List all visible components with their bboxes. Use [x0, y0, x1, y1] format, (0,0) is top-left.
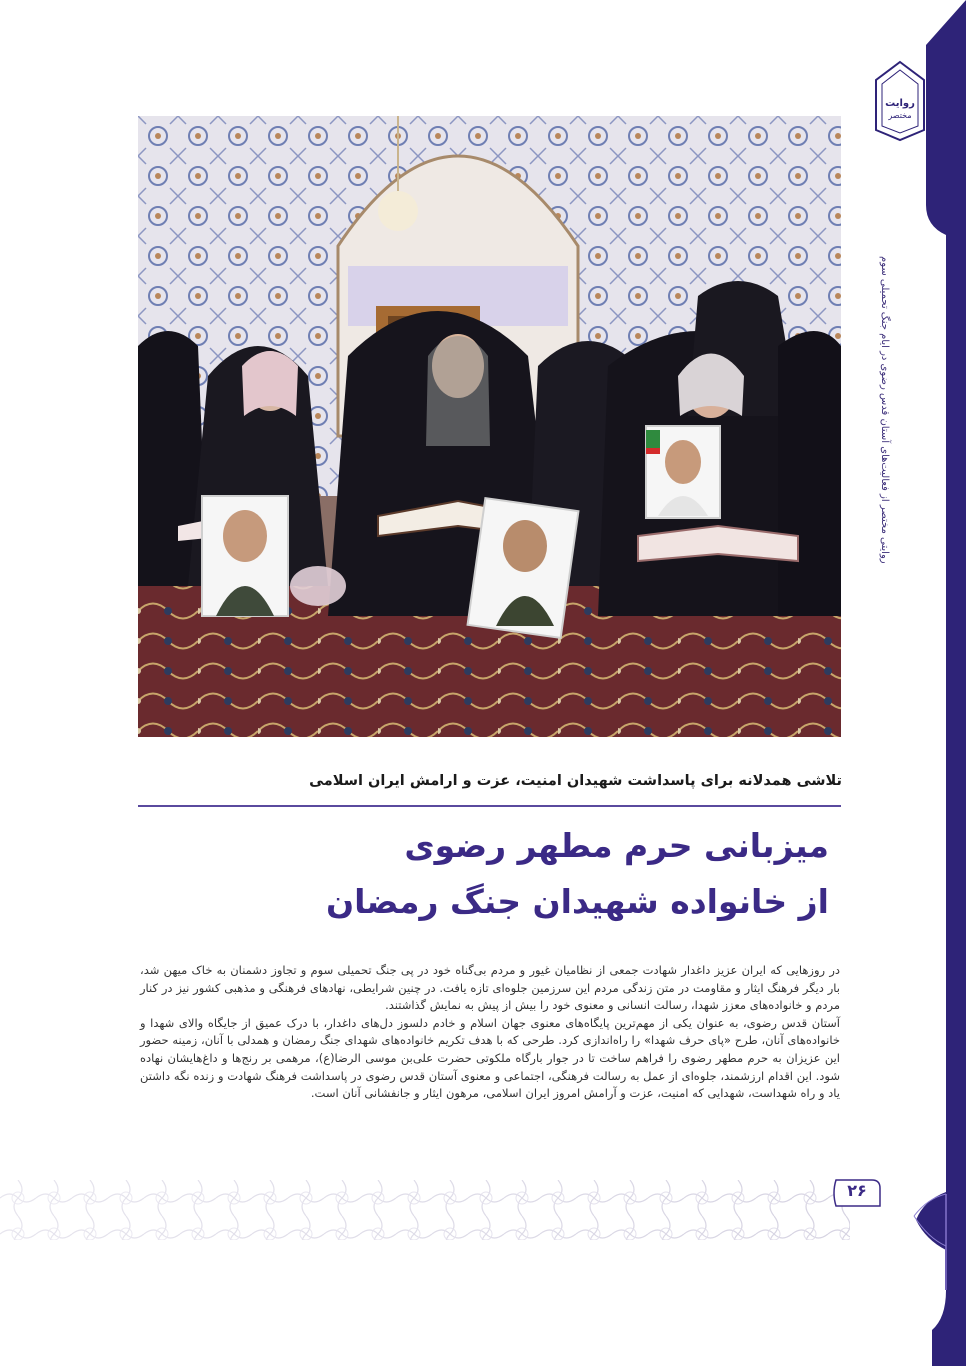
publication-logo — [872, 60, 928, 142]
svg-text:روایت: روایت — [885, 98, 915, 109]
article-kicker: تلاشی همدلانه برای پاسداشت شهیدان امنیت، عزت و آرامش ایران اسلامی — [309, 773, 842, 789]
divider-rule — [138, 805, 841, 807]
page-number: ۲۶ — [847, 1181, 867, 1200]
title-line-1: میزبانی حرم مطهر رضوی — [404, 826, 829, 865]
article-title — [138, 818, 829, 930]
svg-text:مختصر: مختصر — [888, 111, 912, 120]
body-paragraph: آستان قدس رضوی، به عنوان یکی از مهم‌ترین پایگاه‌های معنوی جهان اسلام و خادم دلسوز دل‌های داغدار، با درک عمیق از جایگاه والای شهدا و خانواده‌های آنان، طرح «پای حرف شهدا» را راه‌اندازی کرد. طرحی که با هدف تکریم خانواده‌های شهدای جنگ رمضان و همدلی با آنان، زمینه حضور این عزیزان به حرم مطهر رضوی را فراهم ساخت تا در جوار بارگاه ملکوتی حضرت علی‌بن موسی الرضا(ع)، مرهمی بر رنج‌ها و داغ‌هایشان نهاده شود. این اقدام ارزشمند، جلوه‌ای از عمل به رسالت فرهنگی، اجتماعی و معنوی آستان قدس رضوی در پاسداشت فرهنگ شهادت و زنده نگه داشتن یاد و راه شهداست، شهدایی که امنیت، عزت و آرامش امروز ایران اسلامی، مرهون ایثار و جانفشانی آنان است. — [140, 1015, 840, 1101]
sidebar-caption: روایتی مختصر از فعالیت‌های آستان قدس رضوی در ایام جنگ تحمیلی سوم — [879, 256, 890, 564]
article-body — [140, 962, 840, 1103]
body-paragraph: در روزهایی که ایران عزیز داغدار شهادت جمعی از نظامیان غیور و مردم بی‌گناه خود در پی جنگ تحمیلی سوم و تجاوز دشمنان به خاک میهن شد، بار دیگر فرهنگ ایثار و مقاومت در متن زندگی مردم این سرزمین جلوه‌ای تازه یافت. در چنین شرایطی، نهادهای فرهنگی و مذهبی کشور نیز در کنار مردم و خانواده‌های معزز شهدا، رسالت انسانی و معنوی خود را بیش از پیش به نمایش گذاشتند. — [140, 963, 840, 1013]
article-photo — [138, 116, 841, 737]
title-line-2: از خانواده شهیدان جنگ رمضان — [325, 882, 829, 921]
side-ribbon — [854, 0, 966, 1366]
decorative-pattern — [0, 1180, 850, 1240]
